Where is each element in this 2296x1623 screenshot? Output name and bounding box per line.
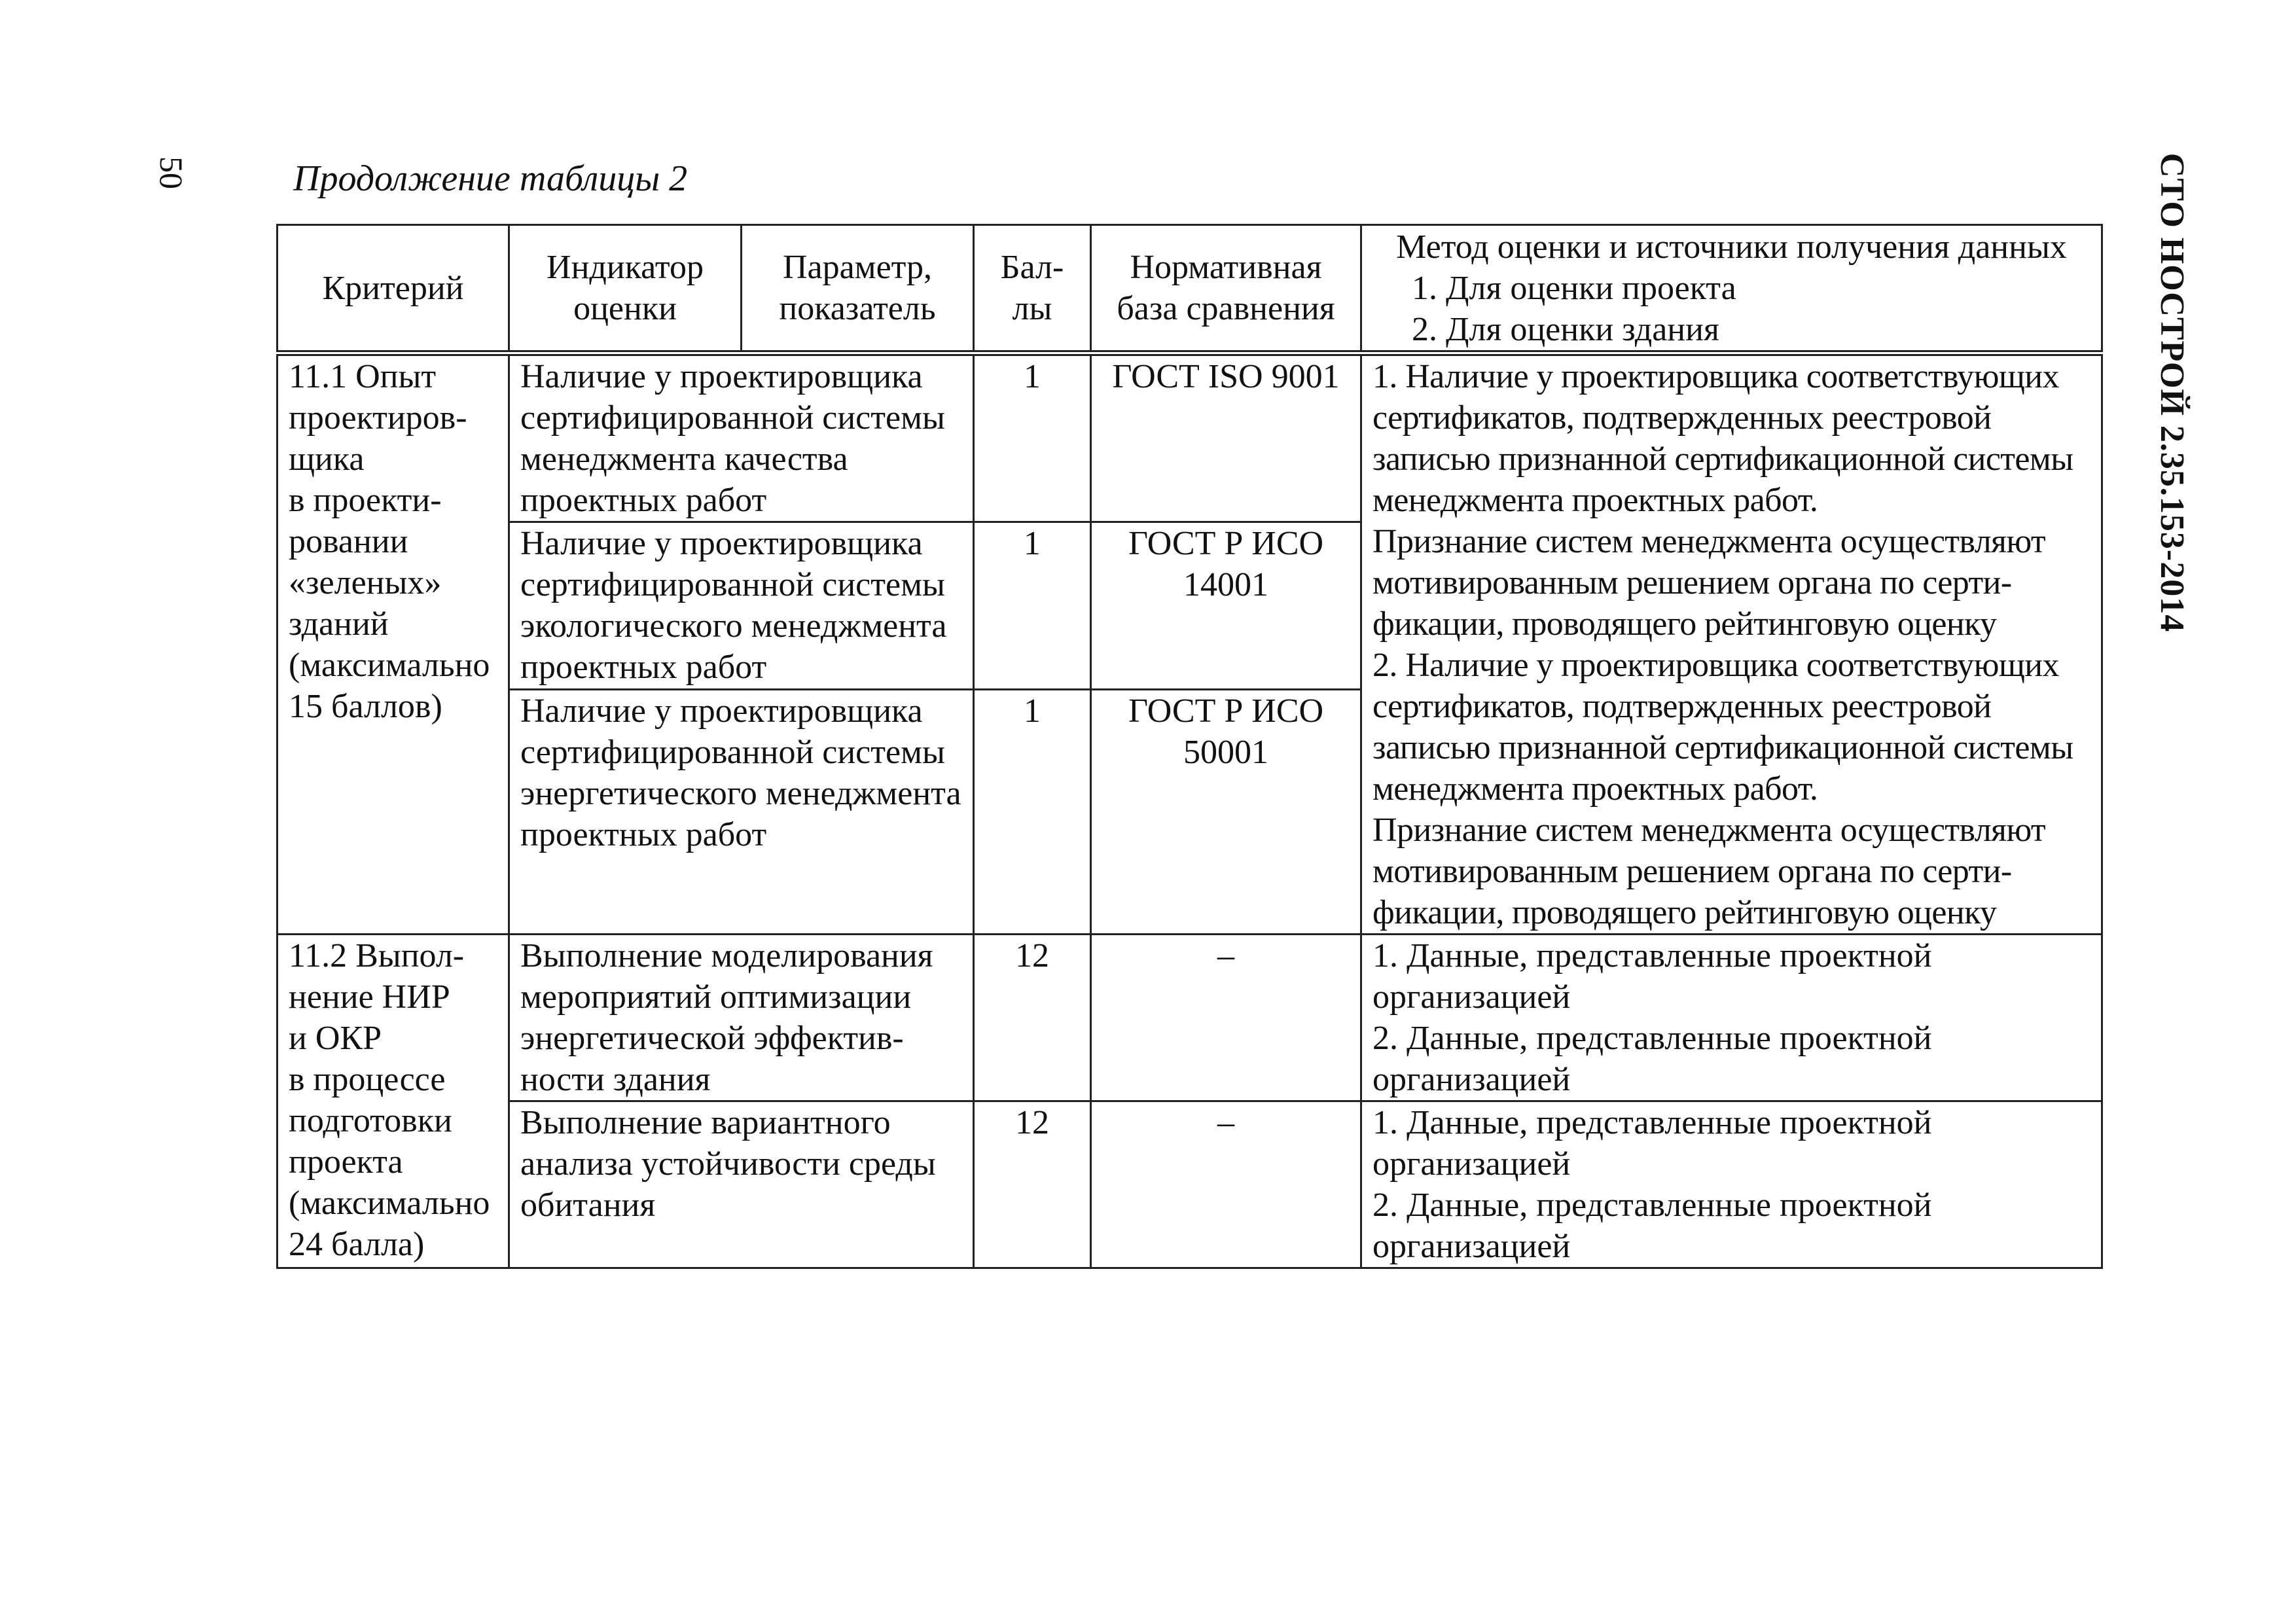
table-row — [278, 353, 2102, 522]
method-paragraph: Признание систем менеджмента осуществляют мотивированным решением органа по серти-фикации, проводящего рейтинговую оценку — [1372, 523, 2046, 643]
indicator-cell: Выполнение моделирования мероприятий оптимизации энергетической эффектив- ности здания — [509, 935, 974, 1101]
method-paragraph: 2. Наличие у проектировщика соответствующих сертификатов, подтвержденных реестровой записью признанной сертификационной системы менеджмента проектных работ. — [1372, 647, 2073, 808]
method-paragraph: 1. Наличие у проектировщика соответствующих сертификатов, подтвержденных реестровой записью признанной сертификационной системы менеджмента проектных работ. — [1372, 358, 2073, 519]
header-method-item-1: 1. Для оценки проекта — [1412, 269, 1736, 307]
page-number: 50 — [153, 156, 190, 189]
normative-base-cell: – — [1091, 935, 1361, 1101]
indicator-cell: Наличие у проектировщика сертифицированной системы экологического менеджмента проектных работ — [509, 522, 974, 689]
normative-base-cell: ГОСТ ISO 9001 — [1091, 353, 1361, 522]
header-method — [1361, 225, 2102, 353]
points-cell: 12 — [974, 1101, 1091, 1268]
header-method-item-2: 2. Для оценки здания — [1412, 310, 1719, 348]
indicator-cell: Наличие у проектировщика сертифицированной системы энергетического менеджмента проектных работ — [509, 689, 974, 934]
header-normative-base: Нормативная база сравнения — [1091, 225, 1361, 353]
points-cell: 12 — [974, 935, 1091, 1101]
header-criterion: Критерий — [278, 225, 509, 353]
method-cell — [1361, 353, 2102, 935]
header-method-title: Метод оценки и источники получения данных — [1396, 228, 2067, 266]
method-paragraph: Признание систем менеджмента осуществляют мотивированным решением органа по серти-фикации, проводящего рейтинговую оценку — [1372, 812, 2046, 931]
table-row — [278, 935, 2102, 1101]
normative-base-cell: ГОСТ Р ИСО 14001 — [1091, 522, 1361, 689]
header-points: Бал- лы — [974, 225, 1091, 353]
indicator-cell: Выполнение вариантного анализа устойчивости среды обитания — [509, 1101, 974, 1268]
criterion-cell: 11.2 Выпол- нение НИР и ОКР в процессе подготовки проекта (максимально 24 балла) — [278, 935, 509, 1268]
method-cell: 1. Данные, представленные проектной организацией 2. Данные, представленные проектной организацией — [1361, 1101, 2102, 1268]
indicator-cell: Наличие у проектировщика сертифицированной системы менеджмента качества проектных работ — [509, 353, 974, 522]
header-parameter: Параметр, показатель — [742, 225, 974, 353]
table-row — [278, 1101, 2102, 1268]
criterion-cell: 11.1 Опыт проектиров- щика в проекти- ровании «зеленых» зданий (максимально 15 баллов) — [278, 353, 509, 935]
points-cell: 1 — [974, 689, 1091, 934]
criteria-table — [276, 224, 2103, 1269]
points-cell: 1 — [974, 522, 1091, 689]
points-cell: 1 — [974, 353, 1091, 522]
document-code: СТО НОСТРОЙ 2.35.153-2014 — [2153, 152, 2191, 633]
table-header-row — [278, 225, 2102, 353]
header-indicator: Индикатор оценки — [509, 225, 742, 353]
table-caption: Продолжение таблицы 2 — [293, 158, 688, 199]
normative-base-cell: – — [1091, 1101, 1361, 1268]
normative-base-cell: ГОСТ Р ИСО 50001 — [1091, 689, 1361, 934]
method-cell: 1. Данные, представленные проектной организацией 2. Данные, представленные проектной организацией — [1361, 935, 2102, 1101]
